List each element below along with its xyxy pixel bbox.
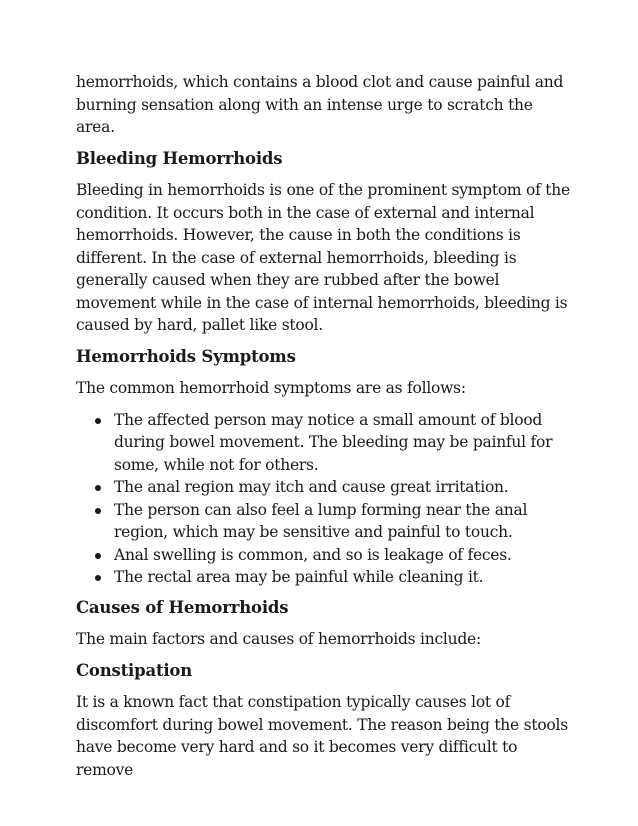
paragraph-causes-intro: The main factors and causes of hemorrhoids include: <box>76 630 481 648</box>
list-item-text: The rectal area may be painful while cleaning it. <box>114 568 484 586</box>
list-item-text: The anal region may itch and cause great irritation. <box>114 478 509 496</box>
bullet-icon <box>95 508 101 514</box>
symptoms-list <box>76 409 576 589</box>
heading-bleeding-hemorrhoids: Bleeding Hemorrhoids <box>76 148 283 168</box>
bullet-icon <box>95 418 101 424</box>
heading-constipation: Constipation <box>76 660 193 680</box>
list-item-text: The affected person may notice a small amount of blood during bowel movement. The bleeding may be painful for some, while not for others. <box>114 410 553 474</box>
list-item <box>114 499 576 544</box>
list-item <box>114 476 576 499</box>
paragraph-constipation: It is a known fact that constipation typically causes lot of discomfort during bowel movement. The reason being the stools have become very hard and so it becomes very difficult to remove <box>76 693 568 779</box>
list-item <box>114 544 576 567</box>
paragraph-symptoms-intro: The common hemorrhoid symptoms are as follows: <box>76 379 466 397</box>
bullet-icon <box>95 575 101 581</box>
list-item <box>114 409 576 477</box>
paragraph-bleeding-hemorrhoids: Bleeding in hemorrhoids is one of the prominent symptom of the condition. It occurs both in the case of external and internal hemorrhoids. However, the cause in both the conditions is different. In the case of external hemorrhoids, bleeding is generally caused when they are rubbed after the bowel movement while in the case of internal hemorrhoids, bleeding is caused by hard, pallet like stool. <box>76 181 570 334</box>
document-page <box>76 71 576 790</box>
heading-hemorrhoids-symptoms: Hemorrhoids Symptoms <box>76 346 296 366</box>
bullet-icon <box>95 485 101 491</box>
intro-paragraph: hemorrhoids, which contains a blood clot and cause painful and burning sensation along with an intense urge to scratch the area. <box>76 73 564 136</box>
list-item <box>114 566 576 589</box>
bullet-icon <box>95 553 101 559</box>
heading-causes-of-hemorrhoids: Causes of Hemorrhoids <box>76 597 289 617</box>
list-item-text: The person can also feel a lump forming near the anal region, which may be sensitive and painful to touch. <box>114 500 528 541</box>
list-item-text: Anal swelling is common, and so is leakage of feces. <box>114 545 512 564</box>
